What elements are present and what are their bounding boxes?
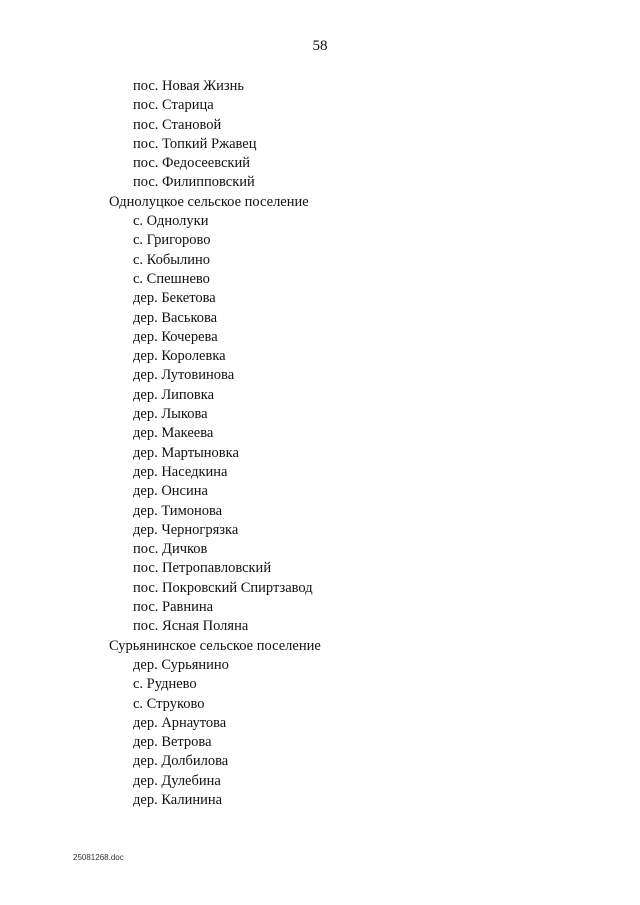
settlement-entry: с. Однолуки — [133, 213, 209, 230]
settlement-entry: дер. Онсина — [133, 483, 208, 500]
settlement-entry: дер. Черногрязка — [133, 521, 239, 538]
settlement-entry: пос. Федосеевский — [133, 155, 250, 172]
settlement-entry: дер. Кочерева — [133, 328, 218, 345]
settlement-entry: дер. Мартыновка — [133, 444, 239, 461]
settlement-entry: пос. Старица — [133, 97, 214, 114]
page-number: 58 — [312, 38, 328, 54]
settlement-entry: с. Струково — [133, 695, 205, 712]
settlement-entry: дер. Дулебина — [133, 772, 221, 789]
settlement-entry: с. Кобылино — [133, 251, 211, 268]
settlement-heading: Однолуцкое сельское поселение — [109, 193, 309, 210]
settlement-heading: Сурьянинское сельское поселение — [109, 637, 321, 654]
settlement-entry: дер. Бекетова — [133, 290, 216, 307]
settlement-entry: дер. Лыкова — [133, 406, 208, 423]
settlement-entry: пос. Филипповский — [133, 174, 255, 191]
settlement-entry: с. Григорово — [133, 232, 211, 249]
settlement-entry: дер. Тимонова — [133, 502, 223, 519]
settlement-entry: пос. Новая Жизнь — [133, 78, 245, 94]
settlement-entry: пос. Становой — [133, 116, 222, 133]
settlement-list — [0, 77, 640, 810]
settlement-entry: дер. Долбилова — [133, 753, 229, 770]
settlement-entry: дер. Ветрова — [133, 734, 212, 751]
settlement-entry: дер. Сурьянино — [133, 656, 229, 673]
settlement-entry: дер. Лутовинова — [133, 367, 235, 384]
settlement-entry: с. Руднево — [133, 676, 197, 693]
settlement-entry: дер. Липовка — [133, 386, 215, 403]
document-file-reference: 25081268.doc — [73, 853, 124, 862]
settlement-entry: дер. Королевка — [133, 348, 226, 365]
settlement-entry: пос. Покровский Спиртзавод — [133, 579, 313, 596]
settlement-entry: пос. Петропавловский — [133, 560, 272, 577]
settlement-entry: с. Спешнево — [133, 270, 210, 287]
settlement-entry: дер. Макеева — [133, 425, 214, 442]
settlement-entry: дер. Арнаутова — [133, 714, 227, 731]
settlement-entry: пос. Равнина — [133, 599, 214, 616]
settlement-entry: пос. Дичков — [133, 541, 208, 558]
settlement-entry: пос. Топкий Ржавец — [133, 135, 257, 152]
settlement-entry: дер. Наседкина — [133, 463, 228, 480]
settlement-entry: пос. Ясная Поляна — [133, 618, 249, 635]
settlement-entry: дер. Васькова — [133, 309, 218, 326]
settlement-entry: дер. Калинина — [133, 791, 223, 808]
